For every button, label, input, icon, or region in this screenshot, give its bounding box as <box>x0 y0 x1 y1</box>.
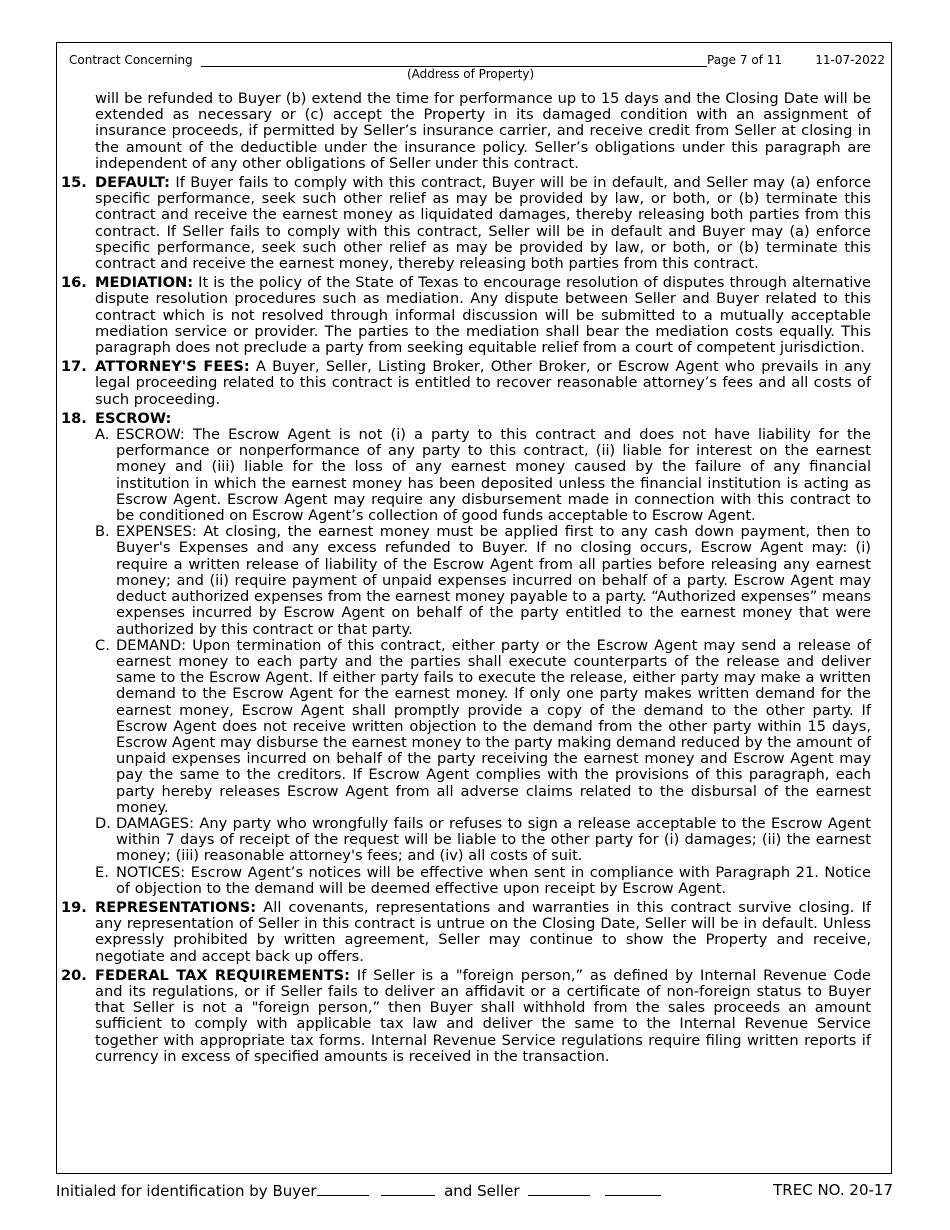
item-letter: D. <box>95 814 111 832</box>
seller-initial-1[interactable] <box>528 1181 590 1196</box>
buyer-initial-2[interactable] <box>381 1181 435 1196</box>
paragraph-text: If Buyer fails to comply with this contract, Buyer will be in default, and Seller may (a) enforce specific performance, seek such other relief as may be provided by law, or both, or (b) terminate this contract and receive the earnest money as liquidated damages, thereby releasing both parties from this contract. If Seller fails to comply with this contract, Seller will be in default and Buyer may (a) enforce specific performance, seek such other relief as may be provided by law, or both, or (b) terminate this contract and receive the earnest money, thereby releasing both parties from this contract. <box>95 174 871 273</box>
initials-row <box>56 1181 661 1200</box>
buyer-initial-1[interactable] <box>317 1181 369 1196</box>
paragraph-14-continuation: will be refunded to Buyer (b) extend the time for performance up to 15 days and the Closing Date will be extended as necessary or (c) accept the Property in its damaged condition with an assignment of insurance proceeds, if permitted by Seller’s insurance carrier, and receive credit from Seller at closing in the amount of the deductible under the insurance policy. Seller’s obligations under this paragraph are independent of any other obligations of Seller under this contract. <box>95 90 871 172</box>
seller-initial-2[interactable] <box>605 1181 661 1196</box>
paragraph-15-default <box>61 175 871 272</box>
item-text: ESCROW: The Escrow Agent is not (i) a party to this contract and does not have liability for the performance or nonperformance of any party to this contract, (ii) liable for interest on the earnest money and (iii) liable for the loss of any earnest money caused by the failure of any financial institution in which the earnest money has been deposited unless the financial institution is acting as Escrow Agent. Escrow Agent may require any disbursement made in connection with this contract to be conditioned on Escrow Agent’s collection of good funds acceptable to Escrow Agent. <box>116 426 871 525</box>
paragraph-text: If Seller is a "foreign person,” as defined by Internal Revenue Code and its regulations, or if Seller fails to deliver an affidavit or a certificate of non-foreign status to Buyer that Seller is not a "foreign person,” then Buyer shall withhold from the sales proceeds an amount sufficient to comply with applicable tax law and deliver the same to the Internal Revenue Service together with appropriate tax forms. Internal Revenue Service regulations require filing written reports if currency in excess of specified amounts is received in the transaction. <box>95 966 871 1065</box>
escrow-item-e <box>61 865 871 897</box>
item-letter: C. <box>95 636 110 654</box>
item-letter: E. <box>95 863 109 881</box>
form-date: 11-07-2022 <box>815 53 885 67</box>
paragraph-heading: DEFAULT: <box>95 174 170 192</box>
paragraph-number: 16. <box>61 274 87 292</box>
item-letter: B. <box>95 523 110 541</box>
paragraph-text: It is the policy of the State of Texas to encourage resolution of disputes through alternative dispute resolution procedures such as mediation. Any dispute between Seller and Buyer related to this contract which is not resolved through informal discussion will be submitted to a mutually acceptable mediation service or provider. The parties to the mediation shall bear the mediation costs equally. This paragraph does not preclude a party from seeking equitable relief from a court of competent jurisdiction. <box>95 274 871 357</box>
escrow-item-c <box>61 638 871 816</box>
paragraph-heading: ESCROW: <box>95 409 172 427</box>
initialed-label: Initialed for identification by Buyer <box>56 1182 317 1200</box>
form-number: TREC NO. 20-17 <box>773 1181 893 1199</box>
page-number: Page 7 of 11 <box>707 53 782 67</box>
paragraph-text: All covenants, representations and warranties in this contract survive closing. If any representation of Seller in this contract is untrue on the Closing Date, Seller will be in default. Unless expressly prohibited by written agreement, Seller may continue to show the Property and receive, negotiate and accept back up offers. <box>95 898 872 965</box>
paragraph-number: 18. <box>61 409 87 427</box>
escrow-item-d <box>61 816 871 865</box>
item-text: NOTICES: Escrow Agent’s notices will be effective when sent in compliance with Paragraph 21. Notice of objection to the demand will be deemed effective upon receipt by Escrow Agent. <box>116 863 871 897</box>
page-frame <box>56 42 892 1174</box>
item-text: EXPENSES: At closing, the earnest money must be applied first to any cash down payment, then to Buyer's Expenses and any excess refunded to Buyer. If no closing occurs, Escrow Agent may: (i) require a written release of liability of the Escrow Agent from all parties before releasing any earnest money; and (ii) require payment of unpaid expenses incurred on behalf of a party. Escrow Agent may deduct authorized expenses from the earnest money payable to a party. “Authorized expenses” means expenses incurred by Escrow Agent on behalf of the party entitled to the earnest money that were authorized by this contract or that party. <box>116 523 871 638</box>
paragraph-17-attorneys-fees <box>61 359 871 408</box>
address-caption: (Address of Property) <box>407 67 535 81</box>
paragraph-18-escrow <box>61 411 871 427</box>
item-text: DAMAGES: Any party who wrongfully fails or refuses to sign a release acceptable to the Escrow Agent within 7 days of receipt of the request will be liable to the other party for (i) damages; (ii) the earnest money; (iii) reasonable attorney's fees; and (iv) all costs of suit. <box>116 814 871 865</box>
and-seller-label: and Seller <box>444 1182 520 1200</box>
paragraph-number: 19. <box>61 898 87 916</box>
paragraph-20-federal-tax <box>61 968 871 1065</box>
paragraph-heading: REPRESENTATIONS: <box>95 898 257 916</box>
paragraph-number: 20. <box>61 966 87 984</box>
paragraph-number: 15. <box>61 174 87 192</box>
paragraph-number: 17. <box>61 358 87 376</box>
escrow-item-b <box>61 524 871 637</box>
item-letter: A. <box>95 426 110 444</box>
contract-concerning-label: Contract Concerning <box>69 53 193 67</box>
paragraph-heading: ATTORNEY'S FEES: <box>95 358 250 376</box>
escrow-item-a <box>61 427 871 524</box>
paragraph-16-mediation <box>61 275 871 356</box>
contract-body <box>61 91 871 1065</box>
paragraph-heading: FEDERAL TAX REQUIREMENTS: <box>95 966 351 984</box>
item-text: DEMAND: Upon termination of this contract, either party or the Escrow Agent may send a release of earnest money to each party and the parties shall execute counterparts of the release and deliver same to the Escrow Agent. If either party fails to execute the release, either party may make a written demand to the Escrow Agent for the earnest money. If only one party makes written demand for the earnest money, Escrow Agent shall promptly provide a copy of the demand to the other party. If Escrow Agent does not receive written objection to the demand from the other party within 15 days, Escrow Agent may disburse the earnest money to the party making demand reduced by the amount of unpaid expenses incurred on behalf of the party receiving the earnest money and Escrow Agent may pay the same to the creditors. If Escrow Agent complies with the provisions of this paragraph, each party hereby releases Escrow Agent from all adverse claims related to the disbursal of the earnest money. <box>116 636 871 816</box>
paragraph-text: A Buyer, Seller, Listing Broker, Other Broker, or Escrow Agent who prevails in any legal proceeding related to this contract is entitled to recover reasonable attorney’s fees and all costs of such proceeding. <box>95 358 871 408</box>
paragraph-19-representations <box>61 900 871 965</box>
paragraph-heading: MEDIATION: <box>95 274 194 292</box>
